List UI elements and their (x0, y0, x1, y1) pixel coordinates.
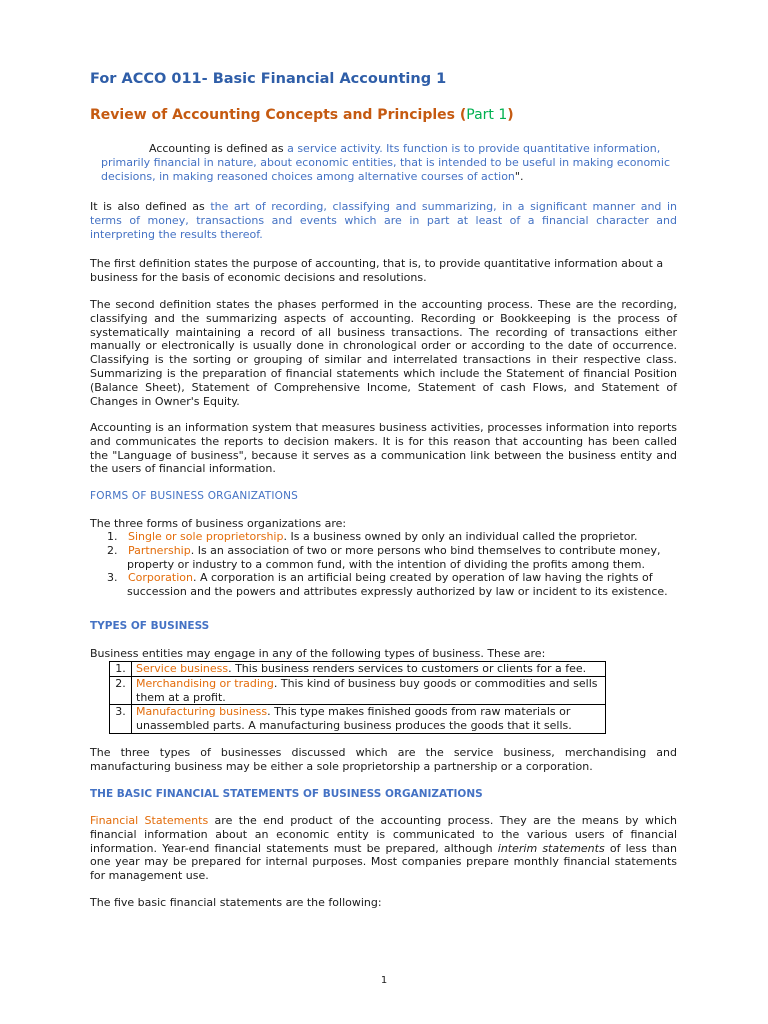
course-title: For ACCO 011- Basic Financial Accounting 1 (90, 71, 447, 87)
table-row (110, 705, 606, 734)
definition-2 (90, 200, 677, 241)
paragraph-three-types: The three types of businesses discussed which are the service business, merchandising and manufacturing business may be either a sole proprietorship a partnership or a corporation. (90, 746, 677, 773)
five-statements-intro: The five basic financial statements are the following: (90, 896, 382, 909)
list-item-number: 3. (107, 571, 118, 585)
types-intro: Business entities may engage in any of the following types of business. These are: (90, 647, 546, 660)
type-desc: . This type makes finished goods from raw materials or unassembled parts. A manufacturing business produces the goods that it sells. (136, 705, 572, 733)
section-title-main: Review of Accounting Concepts and Principles ( (90, 107, 467, 123)
statements-term: Financial Statements (90, 814, 209, 827)
list-item-number: 2. (107, 543, 118, 557)
statements-text-1: are the end product of the accounting process. They are the means by which financial information about an economic entity is communicated to the various users of financial information. Year-end financial statements must be prepared, although (90, 814, 677, 855)
list-item-desc: . A corporation is an artificial being created by operation of law having the rights of succession and the powers and attributes expressly authorized by law or incident to its existence. (127, 571, 668, 599)
paragraph-first-definition: The first definition states the purpose of accounting, that is, to provide quantitative information about a business for the basis of economic decisions and resolutions. (90, 257, 664, 284)
page-number: 1 (380, 975, 388, 986)
type-desc: . This kind of business buy goods or commodities and sells them at a profit. (136, 676, 598, 704)
list-item-desc: . Is an association of two or more persons who bind themselves to contribute money, property or industry to a common fund, with the intention of dividing the profits among them. (127, 543, 661, 571)
table-cell-number: 1. (110, 662, 132, 677)
statements-text-2: of less than one year may be prepared for internal purposes. Most companies prepare monthly financial statements for management use. (90, 841, 678, 883)
section-title (90, 107, 514, 123)
table-row (110, 676, 606, 705)
list-item (90, 530, 677, 544)
table-row (110, 662, 606, 677)
type-desc: . This business renders services to customers or clients for a fee. (228, 662, 587, 675)
forms-intro: The three forms of business organizations are: (90, 517, 347, 530)
list-item-number: 1. (107, 530, 118, 543)
table-cell-description (132, 662, 606, 677)
section-title-part: Part 1 (466, 107, 508, 123)
table-cell-description (132, 676, 606, 705)
definition-2-lead: It is also defined as (90, 200, 211, 213)
list-item (90, 571, 677, 599)
forms-heading: FORMS OF BUSINESS ORGANIZATIONS (90, 490, 298, 502)
list-item (90, 544, 677, 572)
type-term: Manufacturing business (136, 705, 268, 719)
paragraph-information-system: Accounting is an information system that measures business activities, processes information into reports and communicates the reports to decision makers. It is for this reason that accounting has been called the "Language of business", because it serves as a communication link between the business entity and the users of financial information. (90, 421, 677, 476)
definition-1-lead: Accounting is defined as (149, 142, 288, 155)
type-term: Merchandising or trading (136, 676, 274, 690)
section-title-close: ) (507, 107, 514, 123)
table-cell-description (132, 705, 606, 734)
statements-italic: interim statements (497, 841, 605, 855)
type-term: Service business (136, 662, 229, 675)
statements-heading: THE BASIC FINANCIAL STATEMENTS OF BUSINESS ORGANIZATIONS (90, 788, 483, 800)
paragraph-second-definition: The second definition states the phases performed in the accounting process. These are the recording, classifying and the summarizing aspects of accounting. Recording or Bookkeeping is the process of systematically maintaining a record of all business transactions. The recording of transactions either manually or electronically is usually done in chronological order or according to the date of occurrence. Classifying is the sorting or grouping of similar and interrelated transactions in their respective class. Summarizing is the preparation of financial statements which include the Statement of financial Position (Balance Sheet), Statement of Comprehensive Income, Statement of cash Flows, and Statement of Changes in Owner's Equity. (90, 298, 677, 408)
list-item-desc: . Is a business owned by only an individual called the proprietor. (283, 530, 638, 543)
table-cell-number: 2. (110, 676, 132, 705)
types-heading: TYPES OF BUSINESS (90, 620, 210, 632)
list-item-term: Partnership (128, 543, 191, 557)
forms-list (90, 530, 677, 599)
definition-1-tail: ". (514, 169, 524, 183)
list-item-term: Corporation (128, 571, 193, 585)
list-item-term: Single or sole proprietorship (128, 530, 284, 543)
paragraph-financial-statements (90, 814, 677, 883)
definition-1-text: a service activity. Its function is to provide quantitative information, primarily financial in nature, about economic entities, that is intended to be useful in making economic decisions, in making reasoned choices among alternative courses of action (101, 142, 671, 183)
definition-2-text: the art of recording, classifying and summarizing, in a significant manner and in terms of money, transactions and events which are in part at least of a financial character and interpreting the results thereof. (90, 200, 677, 241)
definition-1 (101, 142, 684, 183)
table-cell-number: 3. (110, 705, 132, 734)
types-table (109, 661, 606, 734)
